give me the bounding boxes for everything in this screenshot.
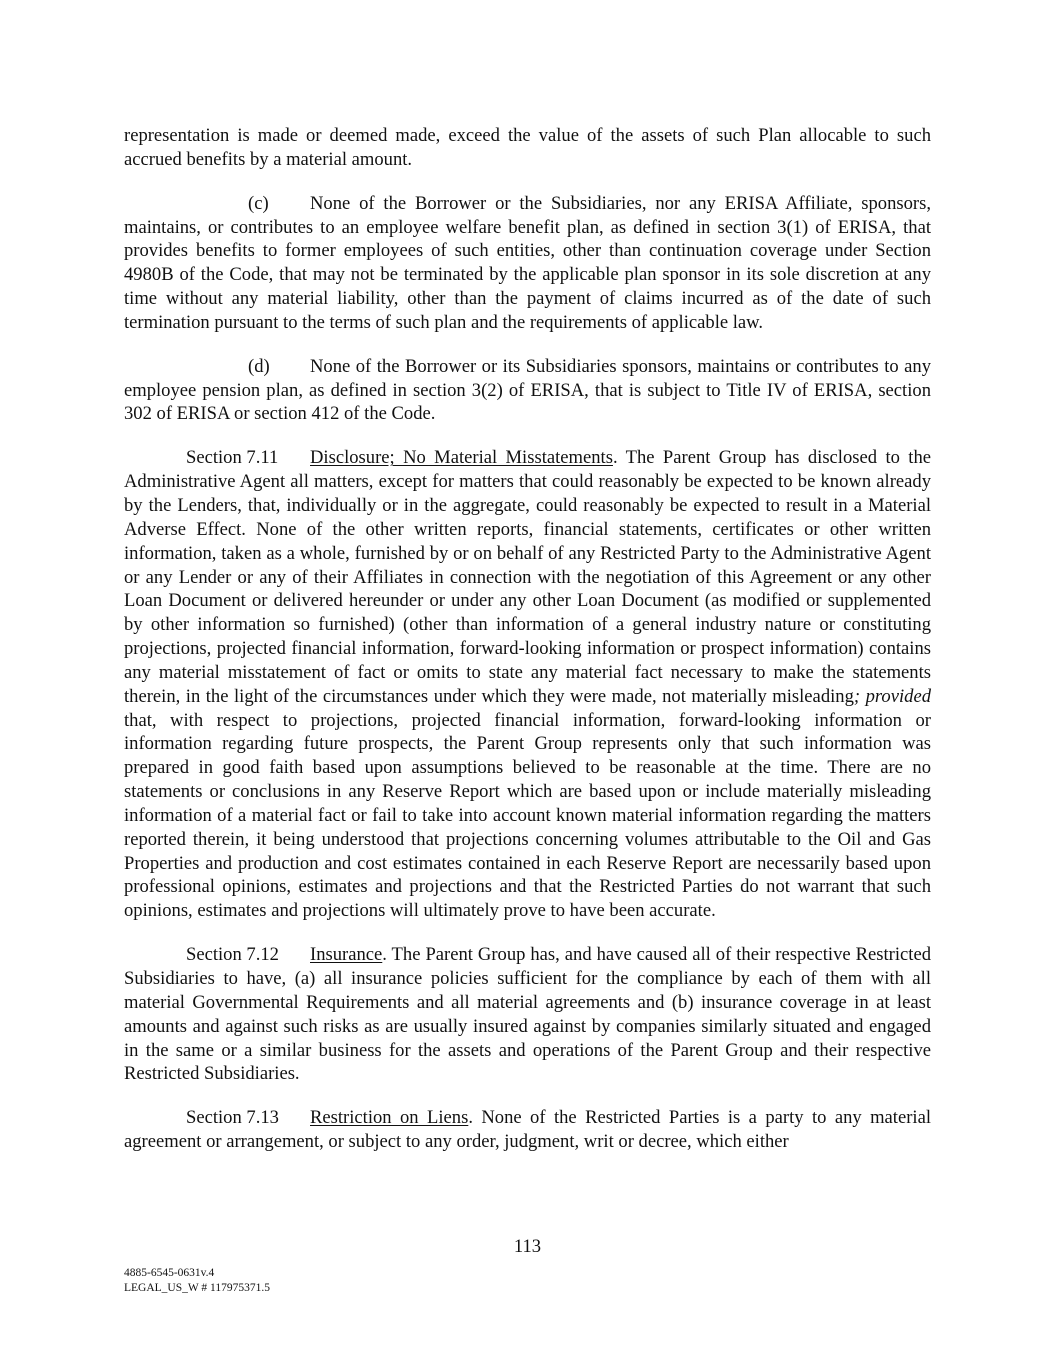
section-7-12-number: Section 7.12 xyxy=(186,944,279,966)
footer-legal-id: LEGAL_US_W # 117975371.5 xyxy=(124,1282,270,1294)
footer xyxy=(124,1266,270,1296)
section-7-13-heading: Restriction on Liens xyxy=(310,1107,469,1129)
paragraph-c-text: None of the Borrower or the Subsidiaries, nor any ERISA Affiliate, sponsors, maintains, or contributes to an employee welfare benefit plan, as defined in section 3(1) of ERISA, that provides benefits to former employees of such entities, other than continuation coverage under Section 4980B of the Code, that may not be terminated by the applicable plan sponsor in its sole discretion at any time without any material liability, other than the payment of claims incurred as of the date of such termination pursuant to the terms of such plan and the requirements of applicable law. xyxy=(124,192,931,333)
footer-doc-id: 4885-6545-0631v.4 xyxy=(124,1267,215,1279)
paragraph-intro: representation is made or deemed made, exceed the value of the assets of such Plan allocable to such accrued benefits by a material amount. xyxy=(124,125,931,170)
section-7-11-provided: ; provided xyxy=(853,685,931,707)
section-7-13-number: Section 7.13 xyxy=(186,1107,279,1129)
document-body xyxy=(124,124,931,1174)
section-7-12-text: . The Parent Group has, and have caused all of their respective Restricted Subsidiaries to have, (a) all insurance policies sufficient for the compliance by each of them with all material Governmental Requirements and all material agreements and (b) insurance coverage in at least amounts and against such risks as are usually insured against by companies similarly situated and engaged in the same or a similar business for the assets and operations of the Parent Group and their respective Restricted Subsidiaries. xyxy=(124,944,931,1085)
section-7-11-number: Section 7.11 xyxy=(186,447,279,469)
paragraph-c xyxy=(124,192,931,335)
paragraph-c-label: (c) xyxy=(248,192,269,214)
section-7-13 xyxy=(124,1106,931,1154)
section-7-11 xyxy=(124,446,931,923)
section-7-11-heading: Disclosure; No Material Misstatements xyxy=(310,447,613,469)
paragraph-d-text: None of the Borrower or its Subsidiaries sponsors, maintains or contributes to any employee pension plan, as defined in section 3(2) of ERISA, that is subject to Title IV of ERISA, section 302 of ERISA or section 412 of the Code. xyxy=(124,355,931,425)
paragraph-d xyxy=(124,355,931,427)
page-number: 113 xyxy=(513,1236,542,1257)
section-7-11-text-a: . The Parent Group has disclosed to the Administrative Agent all matters, except for matters that could reasonably be expected to be known already by the Lenders, that, individually or in the aggregate, could reasonably be expected to result in a Material Adverse Effect. None of the other written reports, financial statements, certificates or other written information, taken as a whole, furnished by or on behalf of any Restricted Party to the Administrative Agent or any Lender or any of their Affiliates in connection with the negotiation of this Agreement or any other Loan Document or delivered hereunder or under any other Loan Document (as modified or supplemented by other information so furnished) (other than information of a general industry nature or constituting projections, projected financial information, forward-looking information or prospect information) contains any material misstatement of fact or omits to state any material fact necessary to make the statements therein, in the light of the circumstances under which they were made, not materially misleading xyxy=(124,447,931,707)
section-7-11-text-b: that, with respect to projections, projected financial information, forward-looking information or information regarding future prospects, the Parent Group represents only that such information was prepared in good faith based upon assumptions believed to be reasonable at the time. There are no statements or conclusions in any Reserve Report which are based upon or include materially misleading information of a material fact or fail to take into account known material information regarding the matters reported therein, it being understood that projections concerning volumes attributable to the Oil and Gas Properties and production and cost estimates contained in each Reserve Report are necessarily based upon professional opinions, estimates and projections and that the Restricted Parties do not warrant that such opinions, estimates and projections will ultimately prove to have been accurate. xyxy=(124,709,931,922)
paragraph-d-label: (d) xyxy=(248,355,270,377)
section-7-12 xyxy=(124,943,931,1086)
section-7-13-text: . None of the Restricted Parties is a party to any material agreement or arrangement, or subject to any order, judgment, writ or decree, which either xyxy=(124,1107,931,1153)
section-7-12-heading: Insurance xyxy=(310,944,383,966)
